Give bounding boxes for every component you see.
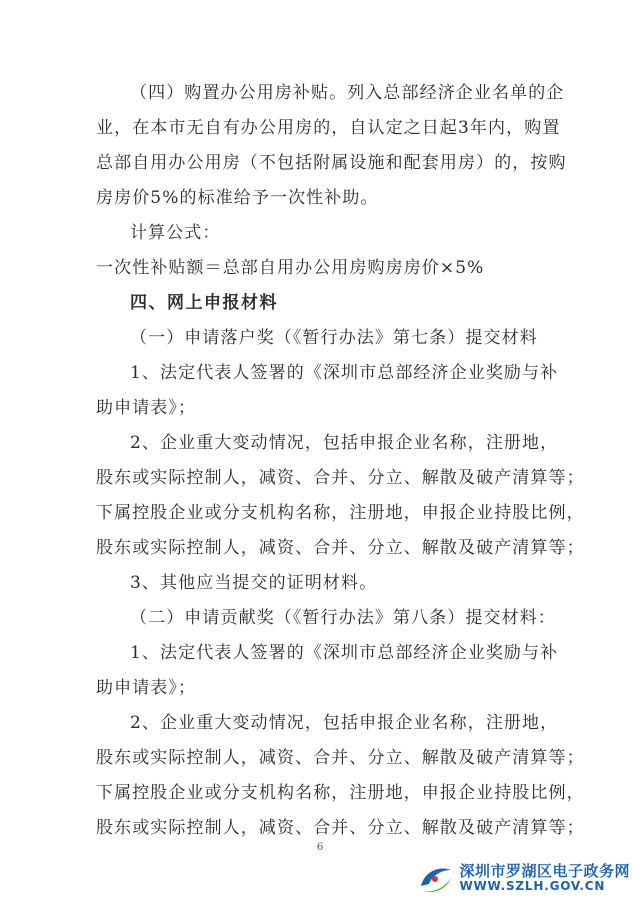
text-line: 助申请表》；	[96, 398, 197, 418]
subsection-heading: （二）申请贡献奖（《暂行办法》第八条）提交材料：	[130, 608, 556, 628]
site-watermark	[415, 858, 630, 898]
section-heading: 四、网上申报材料	[130, 293, 278, 313]
text-line: 2、企业重大变动情况，包括申报企业名称，注册地，	[130, 713, 559, 733]
text-line: 总部自用办公用房（不包括附属设施和配套用房）的，按购	[96, 153, 567, 173]
text-line: 下属控股企业或分支机构名称，注册地，申报企业持股比例，	[96, 783, 585, 803]
text-line: 3、其他应当提交的证明材料。	[130, 573, 378, 593]
subsection-heading: （一）申请落户奖（《暂行办法》第七条）提交材料	[130, 328, 538, 348]
watermark-site-name: 深圳市罗湖区电子政务网	[459, 862, 630, 881]
text-line: （四）购置办公用房补贴。列入总部经济企业名单的企	[130, 83, 565, 103]
text-line: 1、法定代表人签署的《深圳市总部经济企业奖励与补	[130, 363, 559, 383]
formula-line: 一次性补贴额＝总部自用办公用房购房房价×5%	[96, 258, 485, 278]
szlh-logo-icon	[415, 860, 455, 896]
text-line: 股东或实际控制人，减资、合并、分立、解散及破产清算等；	[96, 468, 585, 488]
text-line: 助申请表》；	[96, 678, 197, 698]
text-line: 下属控股企业或分支机构名称，注册地，申报企业持股比例，	[96, 503, 585, 523]
watermark-site-url: WWW.SZLH.GOV.CN	[459, 878, 606, 893]
text-line: 业，在本市无自有办公用房的，自认定之日起3年内，购置	[96, 118, 561, 138]
page-number: 6	[316, 842, 324, 853]
text-line: 房房价5%的标准给予一次性补助。	[96, 188, 379, 208]
text-line: 股东或实际控制人，减资、合并、分立、解散及破产清算等；	[96, 818, 585, 838]
text-line: 2、企业重大变动情况，包括申报企业名称，注册地，	[130, 433, 559, 453]
text-line: 股东或实际控制人，减资、合并、分立、解散及破产清算等；	[96, 538, 585, 558]
text-line: 计算公式：	[130, 223, 221, 243]
text-line: 1、法定代表人签署的《深圳市总部经济企业奖励与补	[130, 643, 559, 663]
text-line: 股东或实际控制人，减资、合并、分立、解散及破产清算等；	[96, 748, 585, 768]
